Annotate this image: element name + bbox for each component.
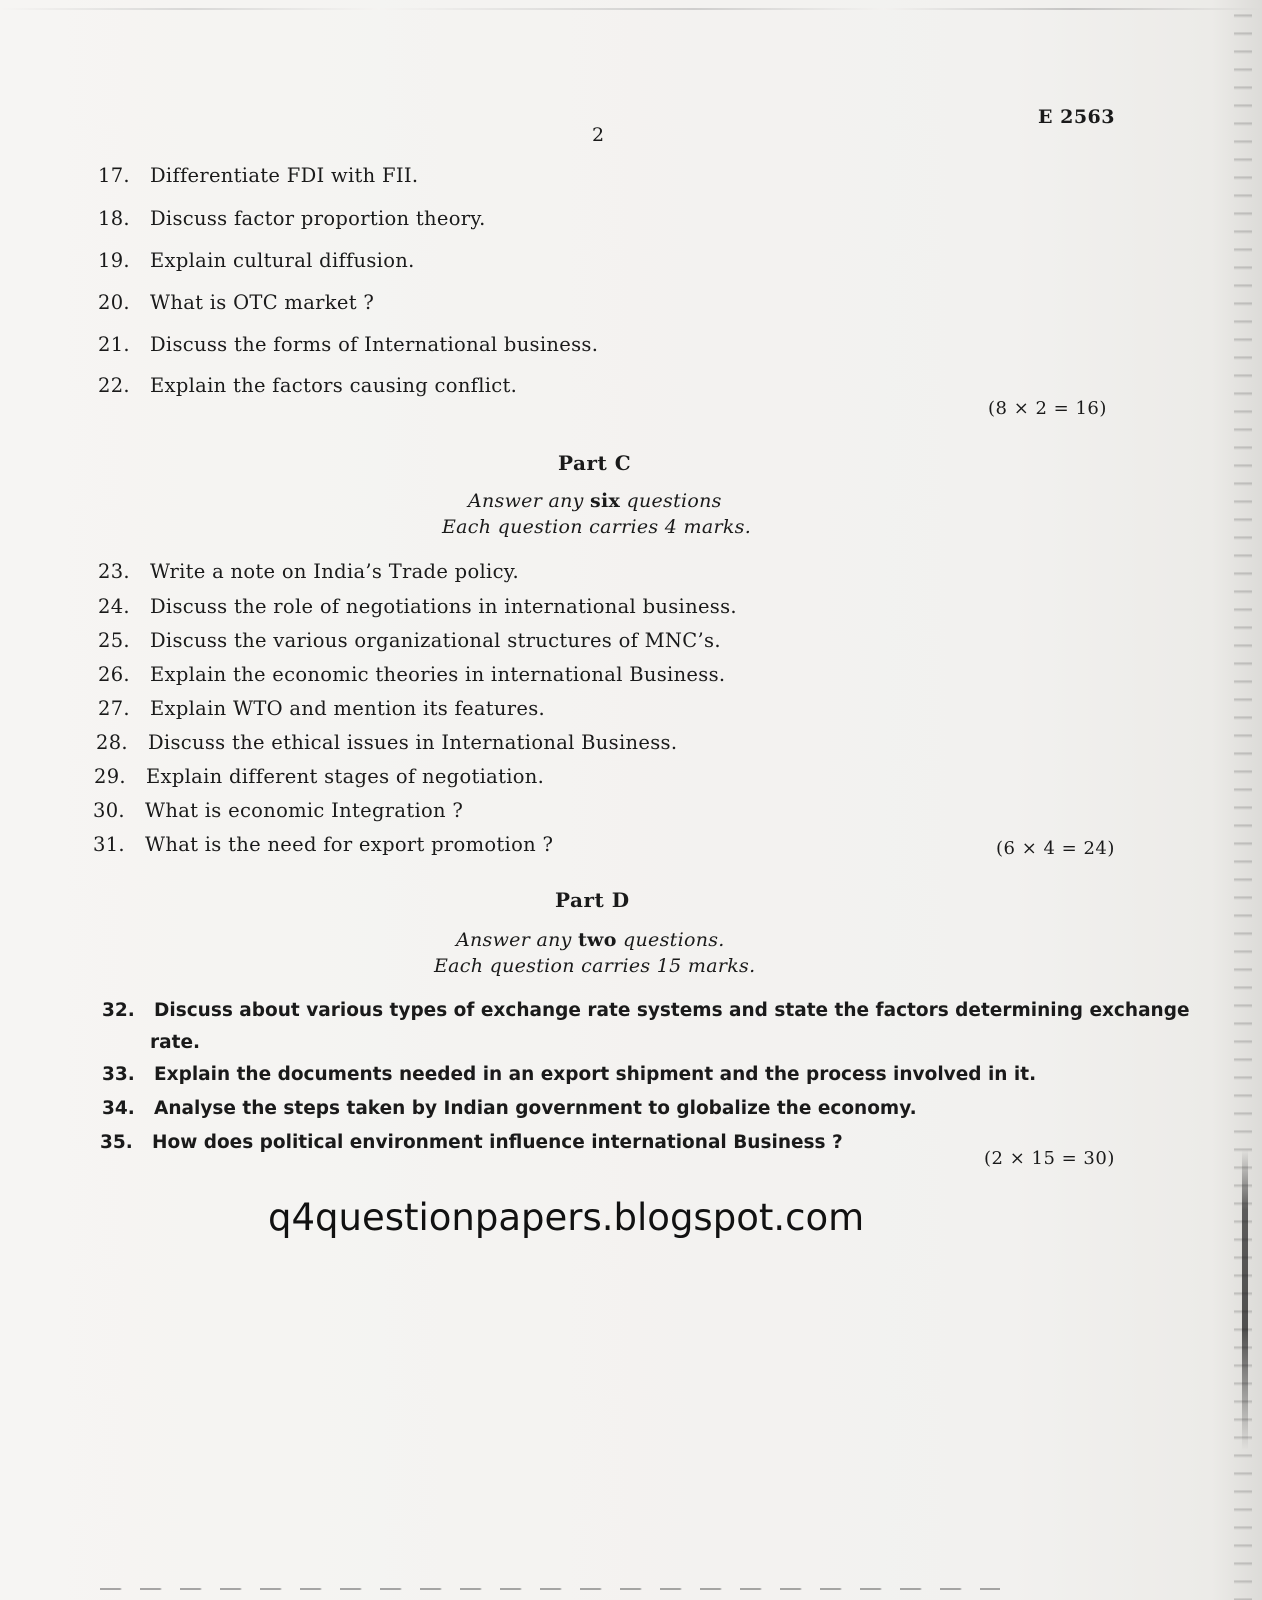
question-text: Explain different stages of negotiation. xyxy=(146,765,545,788)
question-number: 32. xyxy=(102,1000,135,1021)
question-33 xyxy=(102,1064,1036,1085)
question-32-continuation: rate. xyxy=(150,1032,201,1053)
question-text: Explain the economic theories in international Business. xyxy=(150,663,726,686)
scan-edge-top xyxy=(0,8,1262,10)
question-27 xyxy=(98,697,545,720)
question-31 xyxy=(93,833,553,856)
scan-edge-bottom xyxy=(100,1588,1000,1590)
question-number: 27. xyxy=(98,697,130,720)
question-text: Explain the documents needed in an export shipment and the process involved in it. xyxy=(154,1064,1037,1085)
question-number: 31. xyxy=(93,833,125,856)
part-d-instruction-1 xyxy=(456,929,725,951)
question-number: 19. xyxy=(98,249,130,272)
instruction-text: questions. xyxy=(616,929,725,951)
instruction-text: questions xyxy=(620,490,722,512)
part-c-title: Part C xyxy=(558,451,632,475)
part-c-instruction-1 xyxy=(468,490,722,512)
question-text: Analyse the steps taken by Indian government to globalize the economy. xyxy=(154,1098,917,1119)
question-30 xyxy=(93,799,463,822)
question-text: Discuss the ethical issues in International Business. xyxy=(148,731,678,754)
part-c-marks: (6 × 4 = 24) xyxy=(996,838,1115,859)
question-number: 26. xyxy=(98,663,130,686)
question-19 xyxy=(98,249,415,272)
question-text: How does political environment influence international Business ? xyxy=(152,1132,843,1153)
question-24 xyxy=(98,595,737,618)
question-18 xyxy=(98,207,486,230)
question-number: 24. xyxy=(98,595,130,618)
question-number: 17. xyxy=(98,164,130,187)
question-number: 33. xyxy=(102,1064,135,1085)
scan-shadow-right xyxy=(1242,1150,1248,1450)
question-number: 34. xyxy=(102,1098,135,1119)
question-20 xyxy=(98,291,374,314)
question-34 xyxy=(102,1098,917,1119)
question-32 xyxy=(102,1000,1190,1021)
question-text: Discuss the forms of International business. xyxy=(150,333,599,356)
question-text: Write a note on India’s Trade policy. xyxy=(150,560,520,583)
question-26 xyxy=(98,663,725,686)
website-watermark: q4questionpapers.blogspot.com xyxy=(268,1196,865,1239)
question-text: Explain cultural diffusion. xyxy=(150,249,415,272)
question-number: 35. xyxy=(100,1132,133,1153)
question-28 xyxy=(96,731,677,754)
question-text: Differentiate FDI with FII. xyxy=(150,164,419,187)
question-number: 28. xyxy=(96,731,128,754)
instruction-count: six xyxy=(589,490,621,512)
question-23 xyxy=(98,560,519,583)
part-d-title: Part D xyxy=(555,888,630,912)
question-29 xyxy=(94,765,544,788)
question-number: 21. xyxy=(98,333,130,356)
question-number: 18. xyxy=(98,207,130,230)
paper-code: E 2563 xyxy=(1038,106,1115,128)
question-number: 23. xyxy=(98,560,130,583)
question-21 xyxy=(98,333,598,356)
question-text: Discuss factor proportion theory. xyxy=(150,207,486,230)
part-d-marks: (2 × 15 = 30) xyxy=(984,1148,1115,1169)
question-text: What is economic Integration ? xyxy=(145,799,464,822)
part-c-instruction-2: Each question carries 4 marks. xyxy=(442,516,752,538)
instruction-text: Answer any xyxy=(468,490,590,512)
question-text: What is OTC market ? xyxy=(150,291,375,314)
question-text: Explain the factors causing conflict. xyxy=(150,374,518,397)
page-number: 2 xyxy=(592,124,605,146)
question-number: 25. xyxy=(98,629,130,652)
question-17 xyxy=(98,164,418,187)
question-text: Discuss the various organizational structures of MNC’s. xyxy=(150,629,721,652)
question-number: 30. xyxy=(93,799,125,822)
question-25 xyxy=(98,629,721,652)
question-22 xyxy=(98,374,517,397)
question-text: Discuss about various types of exchange rate systems and state the factors determining exchange xyxy=(154,1000,1190,1021)
question-number: 20. xyxy=(98,291,130,314)
question-35 xyxy=(100,1132,843,1153)
question-text: Explain WTO and mention its features. xyxy=(150,697,546,720)
question-number: 29. xyxy=(94,765,126,788)
instruction-text: Answer any xyxy=(456,929,578,951)
part-d-instruction-2: Each question carries 15 marks. xyxy=(434,955,756,977)
question-text: What is the need for export promotion ? xyxy=(145,833,554,856)
instruction-count: two xyxy=(577,929,617,951)
question-text: Discuss the role of negotiations in international business. xyxy=(150,595,737,618)
question-number: 22. xyxy=(98,374,130,397)
part-b-marks: (8 × 2 = 16) xyxy=(988,398,1107,419)
